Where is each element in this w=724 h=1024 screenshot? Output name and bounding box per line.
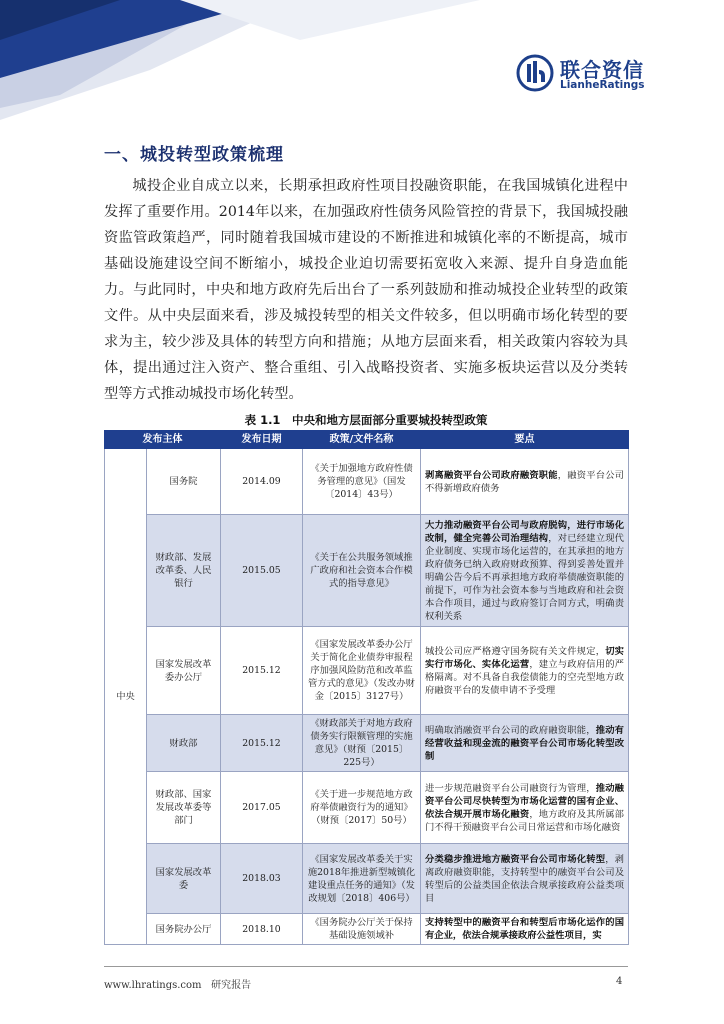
body-paragraph: 城投企业自成立以来，长期承担政府性项目投融资职能，在我国城镇化进程中发挥了重要作用。2014年以来，在加强政府性债务风险管控的背景下，我国城投融资监管政策趋严，同时随着我国城市建设的不断推进和城镇化率的不断提高，城市基础设施建设空间不断缩小，城投企业迫切需要拓宽收入来源、提升自身造血能力。与此同时，中央和地方政府先后出台了一系列鼓励和推动城投企业转型的政策文件。从中央层面来看，涉及城投转型的相关文件较多，但以明确市场化转型的要求为主，较少涉及具体的转型方向和措施；从地方层面来看，相关政策内容较为具体，提出通过注入资产、整合重组、引入战略投资者、实施多板块运营以及分类转型等方式推动城投市场化转型。 (104, 178, 628, 402)
points-cell (421, 715, 629, 772)
key-point-emphasis: 切实实行市场化、实体化运营 (425, 645, 624, 670)
brand-logo (516, 54, 676, 94)
region-cell: 中央 (105, 449, 147, 945)
header-issuer: 发布主体 (105, 431, 221, 449)
doc-cell: 《国家发展改革委关于实施2018年推进新型城镇化建设重点任务的通知》（发改规划〔2018〕406号） (303, 844, 421, 914)
key-point-text: 明确取消融资平台公司的政府融资职能， (425, 724, 596, 736)
page-number: 4 (616, 976, 623, 987)
doc-cell: 《关于在公共服务领域推广政府和社会资本合作模式的指导意见》 (303, 515, 421, 627)
table-caption: 表 1.1 中央和地方层面部分重要城投转型政策 (244, 413, 488, 427)
date-cell: 2017.05 (221, 772, 303, 844)
date-cell: 2015.05 (221, 515, 303, 627)
points-cell (421, 844, 629, 914)
points-cell (421, 515, 629, 627)
key-point-emphasis: 剥离融资平台公司政府融资职能 (425, 469, 558, 481)
brand-name-cn: 联合资信 (560, 58, 644, 82)
doc-cell: 《国家发展改革委办公厅关于简化企业债券审报程序加强风险防范和改革监管方式的意见》（发改办财金〔2015〕3127号） (303, 627, 421, 715)
key-point-emphasis: 分类稳步推进地方融资平台公司市场化转型 (425, 853, 606, 865)
date-cell: 2014.09 (221, 449, 303, 515)
key-point-text: ，融资平台公司不得新增政府债务 (425, 469, 624, 494)
section-title: 一、城投转型政策梳理 (104, 145, 284, 165)
policy-table (104, 430, 629, 945)
doc-cell: 《关于进一步规范地方政府举债融资行为的通知》（财预〔2017〕50号） (303, 772, 421, 844)
points-cell (421, 627, 629, 715)
issuer-cell: 财政部、发展改革委、人民银行 (147, 515, 221, 627)
doc-cell: 《关于加强地方政府性债务管理的意见》（国发〔2014〕43号） (303, 449, 421, 515)
date-cell: 2018.10 (221, 914, 303, 945)
table-row (105, 627, 629, 715)
key-point-text: 进一步规范融资平台公司融资行为管理， (425, 782, 596, 794)
footer-label: 研究报告 (211, 980, 252, 991)
key-point-emphasis: 支持转型中的融资平台和转型后市场化运作的国有企业，依法合规承接政府公益性项目，实 (425, 917, 624, 941)
header-date: 发布日期 (221, 431, 303, 449)
footer-left (104, 976, 251, 991)
key-point-text: 城投公司应严格遵守国务院有关文件规定， (425, 645, 606, 657)
key-point-text: ，对已经建立现代企业制度、实现市场化运营的，在其承担的地方政府债务已纳入政府财政预算、得到妥善处置并明确公告今后不再承担地方政府举债融资职能的前提下，可作为社会资本参与当地政府和社会资本合作项目，通过与政府签订合同方式，明确责权利关系 (425, 532, 624, 622)
table-row (105, 515, 629, 627)
key-point-text: ，建立与政府信用的严格隔离。对不具备自我偿债能力的空壳型地方政府融资平台的发债申请不予受理 (425, 658, 624, 696)
points-cell (421, 914, 629, 945)
doc-cell: 《国务院办公厅关于保持基础设施领域补 (303, 914, 421, 945)
footer-site-link[interactable]: www.lhratings.com (104, 980, 202, 991)
issuer-cell: 国家发展改革委 (147, 844, 221, 914)
table-header-row (105, 431, 629, 449)
issuer-cell: 国务院办公厅 (147, 914, 221, 945)
table-row (105, 844, 629, 914)
issuer-cell: 国家发展改革委办公厅 (147, 627, 221, 715)
date-cell: 2018.03 (221, 844, 303, 914)
header-points: 要点 (421, 431, 629, 449)
issuer-cell: 财政部 (147, 715, 221, 772)
points-cell (421, 449, 629, 515)
key-point-emphasis: 推动融资平台公司尽快转型为市场化运营的国有企业、依法合规开展市场化融资 (425, 782, 624, 820)
table-row (105, 914, 629, 945)
points-cell (421, 772, 629, 844)
key-point-text: ，地方政府及其所属部门不得干预融资平台公司日常运营和市场化融资 (425, 808, 624, 833)
doc-cell: 《财政部关于对地方政府债务实行限额管理的实施意见》（财预〔2015〕225号） (303, 715, 421, 772)
lianhe-logo-icon (516, 54, 554, 92)
key-point-emphasis: 推动有经营收益和现金流的融资平台公司市场化转型改制 (425, 724, 624, 762)
date-cell: 2015.12 (221, 627, 303, 715)
key-point-emphasis: 大力推动融资平台公司与政府脱钩，进行市场化改制，健全完善公司治理结构 (425, 519, 624, 544)
table-row (105, 449, 629, 515)
table-row (105, 772, 629, 844)
header-doc: 政策/文件名称 (303, 431, 421, 449)
brand-name-en: LianheRatings (560, 79, 645, 91)
key-point-text: ，剥离政府融资职能，支持转型中的融资平台公司及转型后的公益类国企依法合规承接政府公益类项目 (425, 853, 624, 904)
issuer-cell: 国务院 (147, 449, 221, 515)
issuer-cell: 财政部、国家发展改革委等部门 (147, 772, 221, 844)
date-cell: 2015.12 (221, 715, 303, 772)
table-row (105, 715, 629, 772)
footer-divider (104, 966, 628, 967)
